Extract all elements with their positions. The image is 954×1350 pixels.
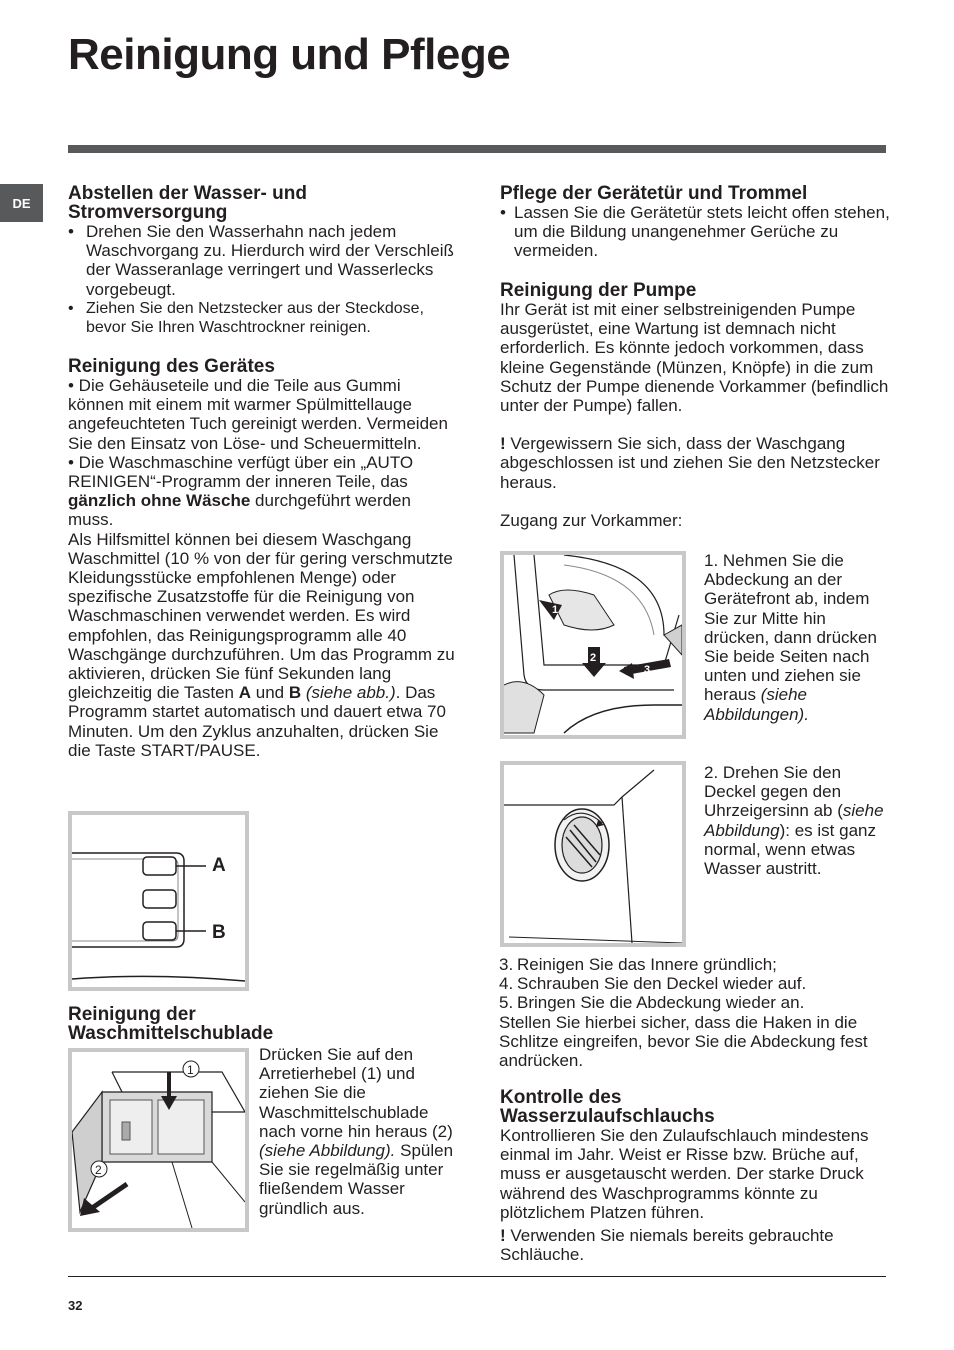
paragraph: Kontrollieren Sie den Zulaufschlauch mindestens einmal im Jahr. Weist er Risse bzw. Brüche auf, muss er ausgetauscht werden. Der starke Druck während des Waschprogramms könnte zu plötzlichem Platzen führen.	[500, 1126, 869, 1222]
step-1-number: 1	[187, 1063, 194, 1077]
paragraph: Zugang zur Vorkammer:	[500, 510, 683, 530]
bullet-text: Drehen Sie den Wasserhahn nach jedem Waschvorgang zu. Hierdurch wird der Verschleiß der Wasseranlage verringert und Wasserlecks vorgebeugt.	[86, 222, 454, 299]
step-2-number: 2	[95, 1163, 102, 1177]
paragraph	[68, 453, 460, 530]
list-item	[499, 993, 889, 1012]
paragraph: Stellen Sie hierbei sicher, dass die Haken in die Schlitze eingreifen, bevor Sie die Abdeckung fest andrücken.	[499, 1012, 868, 1071]
heading-line-2: Waschmittelschublade	[68, 1023, 274, 1044]
section-door-drum	[500, 184, 890, 261]
bold-run: gänzlich ohne Wäsche	[68, 491, 251, 511]
bullet-item	[68, 222, 468, 299]
numbered-steps	[499, 955, 889, 1070]
text-run: Vergewissern Sie sich, dass der Waschgang abgeschlossen ist und ziehen Sie den Netzstecker heraus.	[500, 434, 880, 492]
text-run: • Die Waschmaschine verfügt über ein „AUTO REINIGEN“-Programm der inneren Teile, das	[68, 452, 414, 492]
text-run: Verwenden Sie niemals bereits gebrauchte Schläuche.	[500, 1226, 834, 1265]
paragraph	[704, 763, 890, 878]
heading-line-2: Stromversorgung	[68, 202, 228, 223]
label-a: A	[212, 855, 226, 876]
list-item	[499, 955, 889, 974]
paragraph	[68, 530, 460, 760]
cover-removal-figure	[500, 551, 686, 739]
key-b-ref: B	[288, 683, 302, 703]
footer-rule	[68, 1276, 886, 1277]
heading-line-2: Wasserzulaufschlauchs	[500, 1106, 715, 1127]
page-number: 32	[68, 1298, 83, 1313]
control-panel-figure	[68, 811, 249, 991]
section-hose-check	[500, 1088, 890, 1264]
list-number: 3.	[499, 955, 514, 974]
text-run: durchgeführt werden muss.	[68, 491, 411, 530]
italic-run: (siehe abb.)	[301, 683, 396, 703]
italic-run: siehe Abbildung	[704, 801, 884, 840]
section-heading: Reinigung der Pumpe	[500, 280, 697, 301]
text-run: Als Hilfsmittel können bei diesem Waschgang Waschmittel (10 % von der für gering verschmutzte Kleidungsstücke empfohlenen Menge) oder spezifische Zusatzstoffe für die Reinigung von Waschmaschinen verwendet werden. Es wird empfohlen, das Reinigungsprogramm alle 40 Waschgänge durchzuführen. Um das Programm zu aktivieren, drücken Sie fünf Sekunden lang gleichzeitig die Tasten	[68, 529, 455, 703]
detergent-drawer-figure	[68, 1048, 249, 1232]
list-text: Bringen Sie die Abdeckung wieder an.	[517, 993, 805, 1013]
text-run: . Das Programm startet automatisch und dauert etwa 70 Minuten. Um den Zyklus anzuhalten, drücken Sie die Taste START/PAUSE.	[68, 683, 446, 760]
button-middle-shape	[143, 890, 176, 908]
bullet-text: Lassen Sie die Gerätetür stets leicht offen stehen, um die Bildung unangenehmer Gerüche zu vermeiden.	[514, 203, 890, 261]
page-title: Reinigung und Pflege	[68, 30, 511, 79]
drawer-illustration	[72, 1052, 245, 1228]
drawer-instructions	[259, 1045, 459, 1218]
drain-cap-illustration	[504, 765, 682, 943]
bullet-mark: •	[500, 203, 506, 222]
bullet-mark: •	[68, 222, 74, 241]
list-item	[499, 974, 889, 993]
cover-removal-illustration	[504, 555, 682, 735]
step-3-number: 3	[644, 664, 651, 676]
paragraph: • Die Gehäuseteile und die Teile aus Gummi können mit einem mit warmer Spülmittellauge angefeuchteten Tuch gereinigt werden. Vermeiden Sie den Einsatz von Löse- und Scheuermitteln.	[68, 376, 448, 453]
label-b: B	[212, 922, 226, 943]
bullet-text: Ziehen Sie den Netzstecker aus der Steckdose, bevor Sie Ihren Waschtrockner reinigen.	[86, 299, 424, 337]
section-water-power	[68, 184, 468, 337]
title-rule	[68, 145, 886, 153]
bullet-mark: •	[68, 299, 74, 317]
paragraph: Ihr Gerät ist mit einer selbstreinigenden Pumpe ausgerüstet, eine Wartung ist demnach nicht erforderlich. Es könnte jedoch vorkommen, dass kleine Gegenstände (Münzen, Knöpfe) in die zum Schutz der Pumpe dienende Vorkammer (befindlich unter der Pumpe) fallen.	[500, 300, 889, 416]
section-heading	[68, 184, 468, 222]
text-run: Spülen Sie sie regelmäßig unter fließendem Wasser gründlich aus.	[259, 1141, 454, 1218]
paragraph	[704, 551, 890, 724]
list-number: 5.	[499, 993, 514, 1013]
section-drawer-heading	[68, 1005, 368, 1043]
section-pump-cleaning	[500, 281, 890, 530]
italic-run: (siehe Abbildungen).	[704, 685, 809, 724]
warning-paragraph	[500, 1226, 890, 1264]
paragraph	[259, 1045, 459, 1218]
step-1-number: 1	[552, 604, 559, 616]
heading-line-1: Reinigung der	[68, 1004, 196, 1025]
heading-line-1: Abstellen der Wasser- und	[68, 183, 307, 204]
list-text: Schrauben Sie den Deckel wieder auf.	[517, 974, 807, 994]
button-b-shape	[143, 922, 176, 940]
bullet-item	[68, 299, 468, 337]
warning-paragraph	[500, 434, 890, 492]
heading-line-1: Kontrolle des	[500, 1087, 622, 1108]
button-a-shape	[143, 857, 176, 875]
section-heading: Pflege der Gerätetür und Trommel	[500, 183, 808, 204]
text-run: Drücken Sie auf den Arretierhebel (1) und ziehen Sie die Waschmittelschublade nach vorne hin heraus (2)	[259, 1045, 453, 1141]
warning-mark: !	[500, 1226, 506, 1246]
step-2-number: 2	[590, 652, 597, 664]
bullet-item	[500, 203, 890, 261]
text-run: 1. Nehmen Sie die Abdeckung an der Gerätefront ab, indem Sie zur Mitte hin drücken, dann drücken Sie beide Seiten nach unten und ziehen sie heraus	[704, 551, 877, 705]
text-run: und	[251, 683, 289, 703]
text-run: 2. Drehen Sie den Deckel gegen den Uhrzeigersinn ab (	[704, 763, 843, 821]
list-text: Reinigen Sie das Innere gründlich;	[517, 955, 777, 974]
section-heading	[68, 1005, 368, 1043]
list-number: 4.	[499, 974, 514, 994]
key-a-ref: A	[238, 683, 252, 703]
warning-mark: !	[500, 434, 506, 454]
text-run: ): es ist ganz normal, wenn etwas Wasser austritt.	[704, 820, 876, 879]
section-heading	[500, 1088, 890, 1126]
control-panel-illustration	[72, 815, 245, 987]
section-heading: Reinigung des Gerätes	[68, 356, 275, 377]
italic-run: (siehe Abbildung).	[259, 1141, 396, 1161]
language-tab: DE	[0, 184, 43, 222]
step-1-instructions	[704, 551, 890, 724]
step-2-instructions	[704, 763, 890, 878]
drain-cap-figure	[500, 761, 686, 947]
section-device-cleaning	[68, 357, 460, 760]
